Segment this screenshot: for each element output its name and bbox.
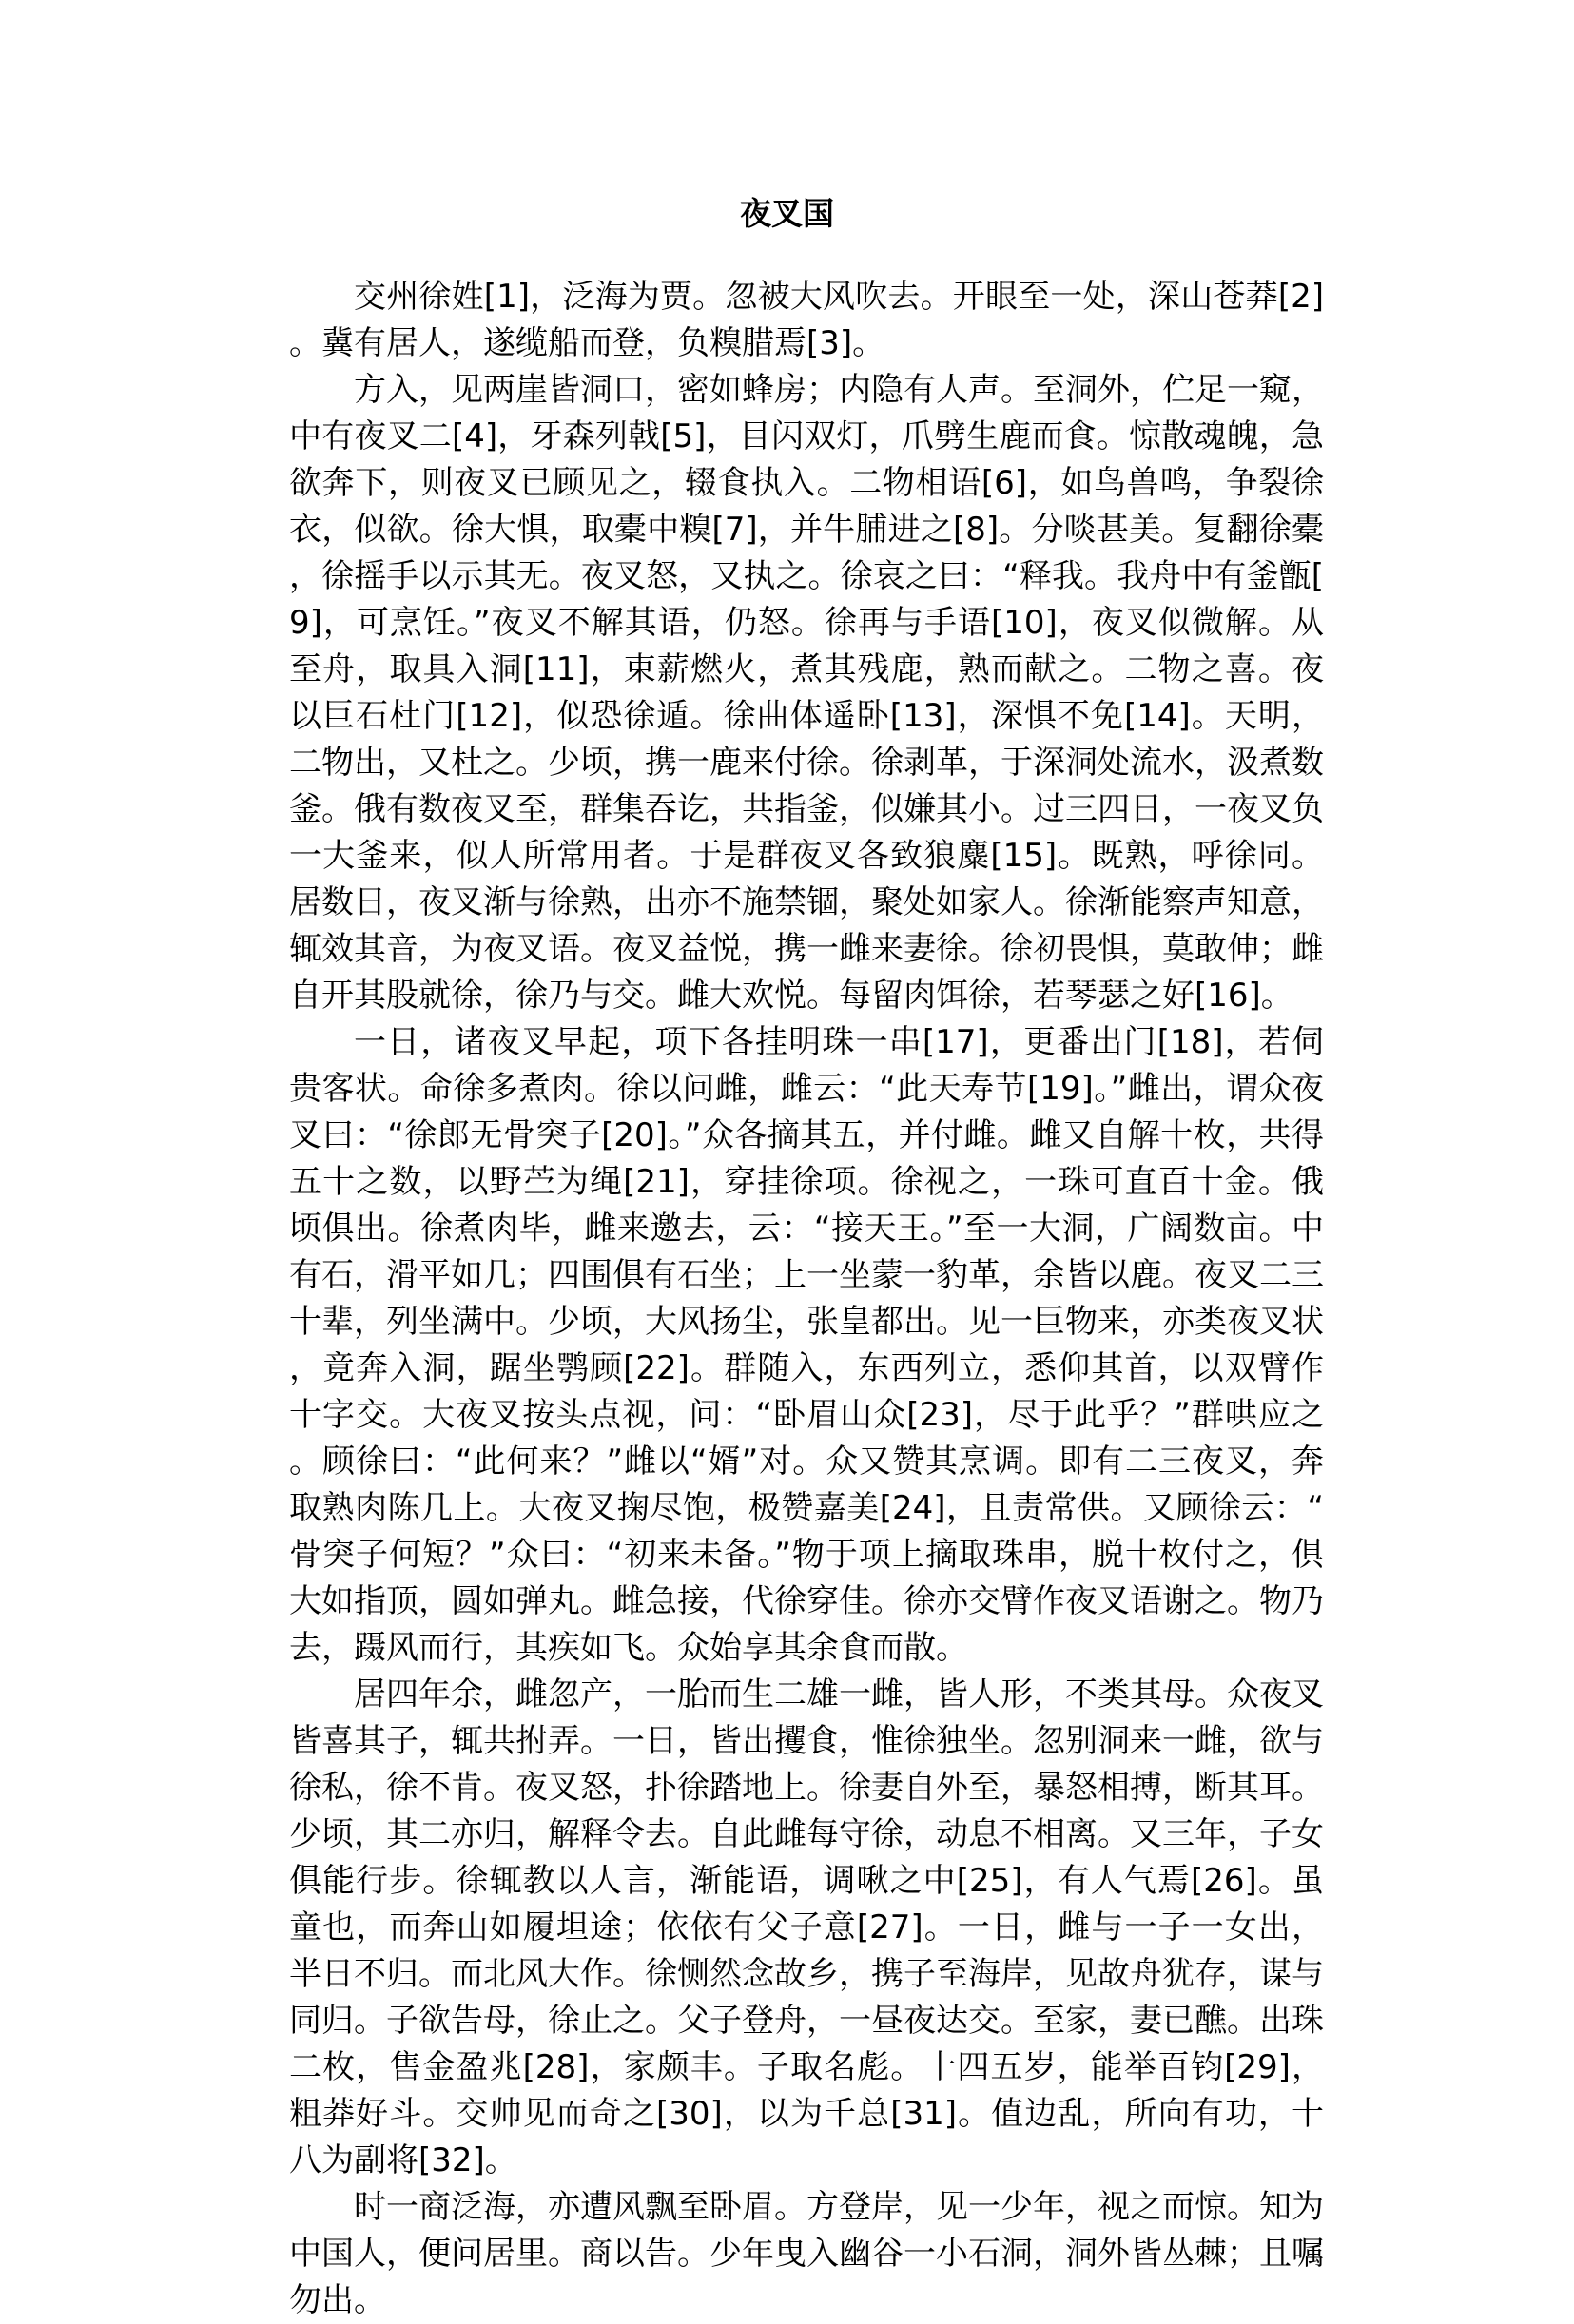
paragraph-2: 方入，见两崖皆洞口，密如蜂房；内隐有人声。至洞外，伫足一窥，中有夜叉二[4]，牙森列戟[5]，目闪双灯，爪劈生鹿而食。惊散魂魄，急欲奔下，则夜叉已顾见之，辍食执入。二物相语[6]，如鸟兽鸣，争裂徐衣，似欲。徐大惧，取橐中糗[7]，并牛脯进之[8]。分啖甚美。复翻徐橐，徐摇手以示其无。夜叉怒，又执之。徐哀之曰：“释我。我舟中有釜甑[9]，可烹饪。”夜叉不解其语，仍怒。徐再与手语[10]，夜叉似微解。从至舟，取具入洞[11]，束薪燃火，煮其残鹿，熟而献之。二物之喜。夜以巨石杜门[12]，似恐徐遁。徐曲体遥卧[13]，深惧不免[14]。天明，二物出，又杜之。少顷，携一鹿来付徐。徐剥革，于深洞处流水，汲煮数釜。俄有数夜叉至，群集吞讫，共指釜，似嫌其小。过三四日，一夜叉负一大釜来，似人所常用者。于是群夜叉各致狼麋[15]。既熟，呼徐同。居数日，夜叉渐与徐熟，出亦不施禁锢，聚处如家人。徐渐能察声知意，辄效其音，为夜叉语。夜叉益悦，携一雌来妻徐。徐初畏惧，莫敢伸；雌自开其股就徐，徐乃与交。雌大欢悦。每留肉饵徐，若琴瑟之好[16]。 [289, 371, 1324, 1015]
paragraph-1: 交州徐姓[1]，泛海为贾。忽被大风吹去。开眼至一处，深山苍莽[2]。冀有居人，遂缆船而登，负糗腊焉[3]。 [289, 278, 1324, 362]
paragraph-4: 居四年余，雌忽产，一胎而生二雄一雌，皆人形，不类其母。众夜叉皆喜其子，辄共拊弄。一日，皆出攫食，惟徐独坐。忽别洞来一雌，欲与徐私，徐不肯。夜叉怒，扑徐踏地上。徐妻自外至，暴怒相搏，断其耳。少顷，其二亦归，解释令去。自此雌每守徐，动息不相离。又三年，子女俱能行步。徐辄教以人言，渐能语，调啾之中[25]，有人气焉[26]。虽童也，而奔山如履坦途；依依有父子意[27]。一日，雌与一子一女出，半日不归。而北风大作。徐恻然念故乡，携子至海岸，见故舟犹存，谋与同归。子欲告母，徐止之。父子登舟，一昼夜达交。至家，妻已醮。出珠二枚，售金盈兆[28]，家颇丰。子取名彪。十四五岁，能举百钧[29]，粗莽好斗。交帅见而奇之[30]，以为千总[31]。值边乱，所向有功，十八为副将[32]。 [289, 1675, 1324, 2179]
document-body [289, 274, 1324, 2324]
paragraph-3: 一日，诸夜叉早起，项下各挂明珠一串[17]，更番出门[18]，若伺贵客状。命徐多煮肉。徐以问雌，雌云：“此天寿节[19]。”雌出，谓众夜叉曰：“徐郎无骨突子[20]。”众各摘其五，并付雌。雌又自解十枚，共得五十之数，以野苎为绳[21]，穿挂徐项。徐视之，一珠可直百十金。俄顷俱出。徐煮肉毕，雌来邀去，云：“接天王。”至一大洞，广阔数亩。中有石，滑平如几；四围俱有石坐；上一坐蒙一豹革，余皆以鹿。夜叉二三十辈，列坐满中。少顷，大风扬尘，张皇都出。见一巨物来，亦类夜叉状，竟奔入洞，踞坐鹗顾[22]。群随入，东西列立，悉仰其首，以双臂作十字交。大夜叉按头点视，问：“卧眉山众[23]，尽于此乎？”群哄应之。顾徐曰：“此何来？”雌以“婿”对。众又赞其烹调。即有二三夜叉，奔取熟肉陈几上。大夜叉掬尽饱，极赞嘉美[24]，且责常供。又顾徐云：“骨突子何短？”众曰：“初来未备。”物于项上摘取珠串，脱十枚付之，俱大如指顶，圆如弹丸。雌急接，代徐穿佳。徐亦交臂作夜叉语谢之。物乃去，蹑风而行，其疾如飞。众始享其余食而散。 [289, 1023, 1324, 1667]
document-title: 夜叉国 [740, 195, 834, 232]
paragraph-5: 时一商泛海，亦遭风飘至卧眉。方登岸，见一少年，视之而惊。知为中国人，便问居里。商以告。少年曳入幽谷一小石洞，洞外皆丛棘；且嘱勿出。 [289, 2188, 1324, 2319]
